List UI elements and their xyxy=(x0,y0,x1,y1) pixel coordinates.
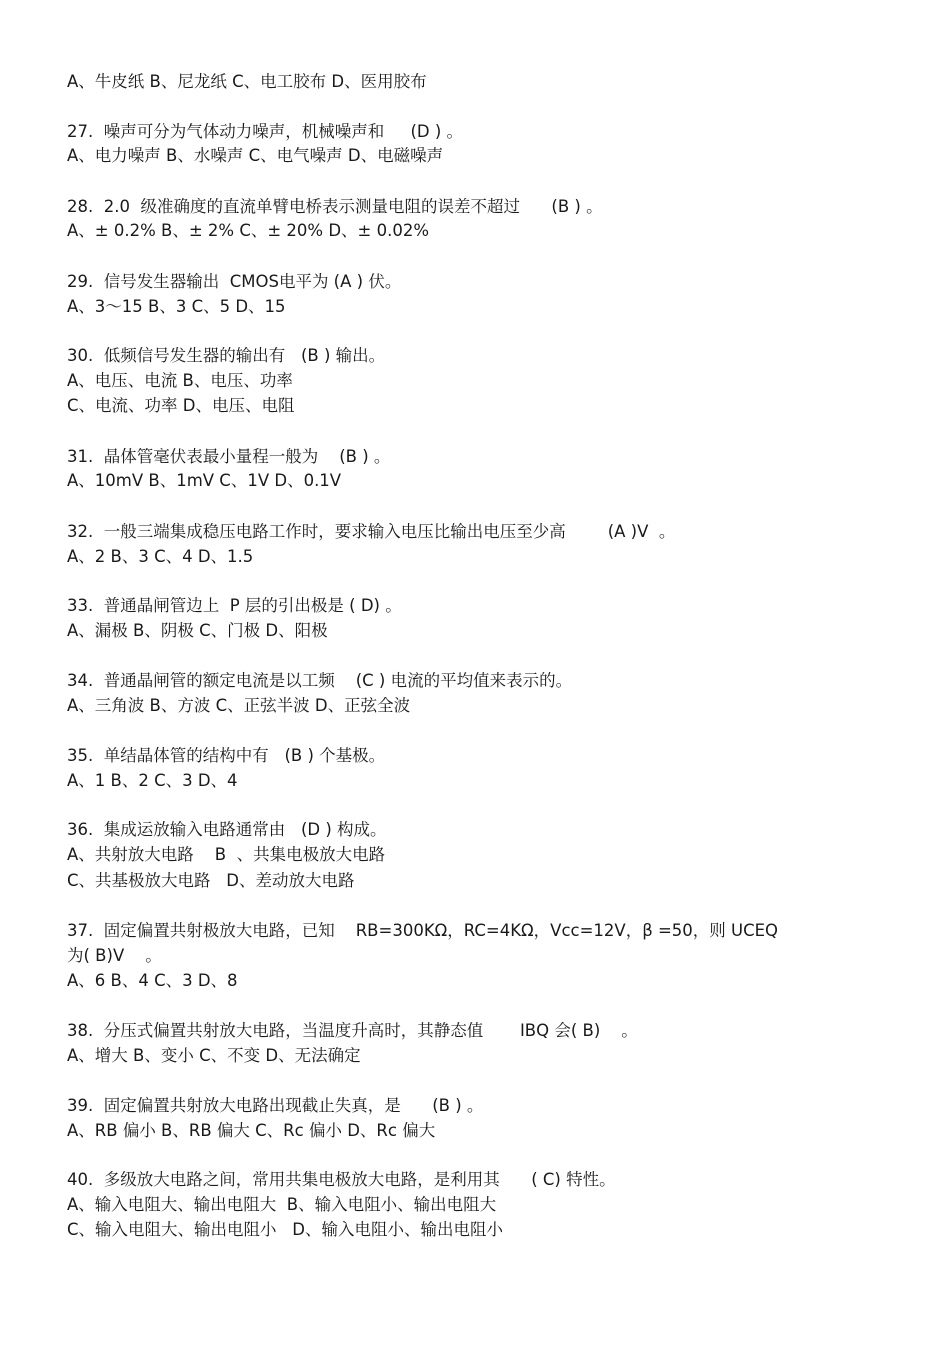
question-35: 35. 单结晶体管的结构中有 (B ) 个基极。 xyxy=(67,746,386,765)
options-35: A、1 B、2 C、3 D、4 xyxy=(67,771,238,790)
options-33: A、漏极 B、阴极 C、门极 D、阳极 xyxy=(67,621,328,640)
options-28: A、± 0.2% B、± 2% C、± 20% D、± 0.02% xyxy=(67,221,430,240)
options-38: A、增大 B、变小 C、不变 D、无法确定 xyxy=(67,1046,361,1065)
options-30-b: C、电流、功率 D、电压、电阻 xyxy=(67,396,295,415)
options-34: A、三角波 B、方波 C、正弦半波 D、正弦全波 xyxy=(67,696,411,715)
question-39: 39. 固定偏置共射放大电路出现截止失真，是 (B ) 。 xyxy=(67,1096,484,1115)
question-38: 38. 分压式偏置共射放大电路，当温度升高时，其静态值 IBQ 会( B) 。 xyxy=(67,1021,638,1040)
question-40: 40. 多级放大电路之间，常用共集电极放大电路，是利用其 ( C) 特性。 xyxy=(67,1170,616,1189)
options-39: A、RB 偏小 B、RB 偏大 C、Rc 偏小 D、Rc 偏大 xyxy=(67,1121,436,1140)
options-40-b: C、输入电阻大、输出电阻小 D、输入电阻小、输出电阻小 xyxy=(67,1220,503,1239)
question-27: 27. 噪声可分为气体动力噪声，机械噪声和 (D ) 。 xyxy=(67,122,464,141)
question-34: 34. 普通晶闸管的额定电流是以工频 (C ) 电流的平均值来表示的。 xyxy=(67,671,573,690)
options-31: A、10mV B、1mV C、1V D、0.1V xyxy=(67,471,342,490)
question-37: 37. 固定偏置共射极放大电路，已知 RB=300KΩ，RC=4KΩ，Vcc=12V，β =50，则 UCEQ xyxy=(67,921,779,940)
question-36: 36. 集成运放输入电路通常由 (D ) 构成。 xyxy=(67,820,387,839)
question-37-cont: 为( B)V 。 xyxy=(67,946,162,965)
question-33: 33. 普通晶闸管边上 P 层的引出极是 ( D) 。 xyxy=(67,596,402,615)
options-32: A、2 B、3 C、4 D、1.5 xyxy=(67,547,254,566)
options-36-b: C、共基极放大电路 D、差动放大电路 xyxy=(67,871,355,890)
options-27: A、电力噪声 B、水噪声 C、电气噪声 D、电磁噪声 xyxy=(67,146,444,165)
options-40-a: A、输入电阻大、输出电阻大 B、输入电阻小、输出电阻大 xyxy=(67,1195,497,1214)
options-29: A、3～15 B、3 C、5 D、15 xyxy=(67,297,286,316)
options-36-a: A、共射放大电路 B 、共集电极放大电路 xyxy=(67,845,386,864)
text-line: A、牛皮纸 B、尼龙纸 C、电工胶布 D、医用胶布 xyxy=(67,72,427,91)
options-30-a: A、电压、电流 B、电压、功率 xyxy=(67,371,293,390)
question-28: 28. 2.0 级准确度的直流单臂电桥表示测量电阻的误差不超过 (B ) 。 xyxy=(67,197,603,216)
question-32: 32. 一般三端集成稳压电路工作时，要求输入电压比输出电压至少高 (A )V 。 xyxy=(67,522,676,541)
question-31: 31. 晶体管毫伏表最小量程一般为 (B ) 。 xyxy=(67,447,391,466)
options-37: A、6 B、4 C、3 D、8 xyxy=(67,971,238,990)
question-29: 29. 信号发生器输出 CMOS电平为 (A ) 伏。 xyxy=(67,272,402,291)
question-30: 30. 低频信号发生器的输出有 (B ) 输出。 xyxy=(67,346,386,365)
